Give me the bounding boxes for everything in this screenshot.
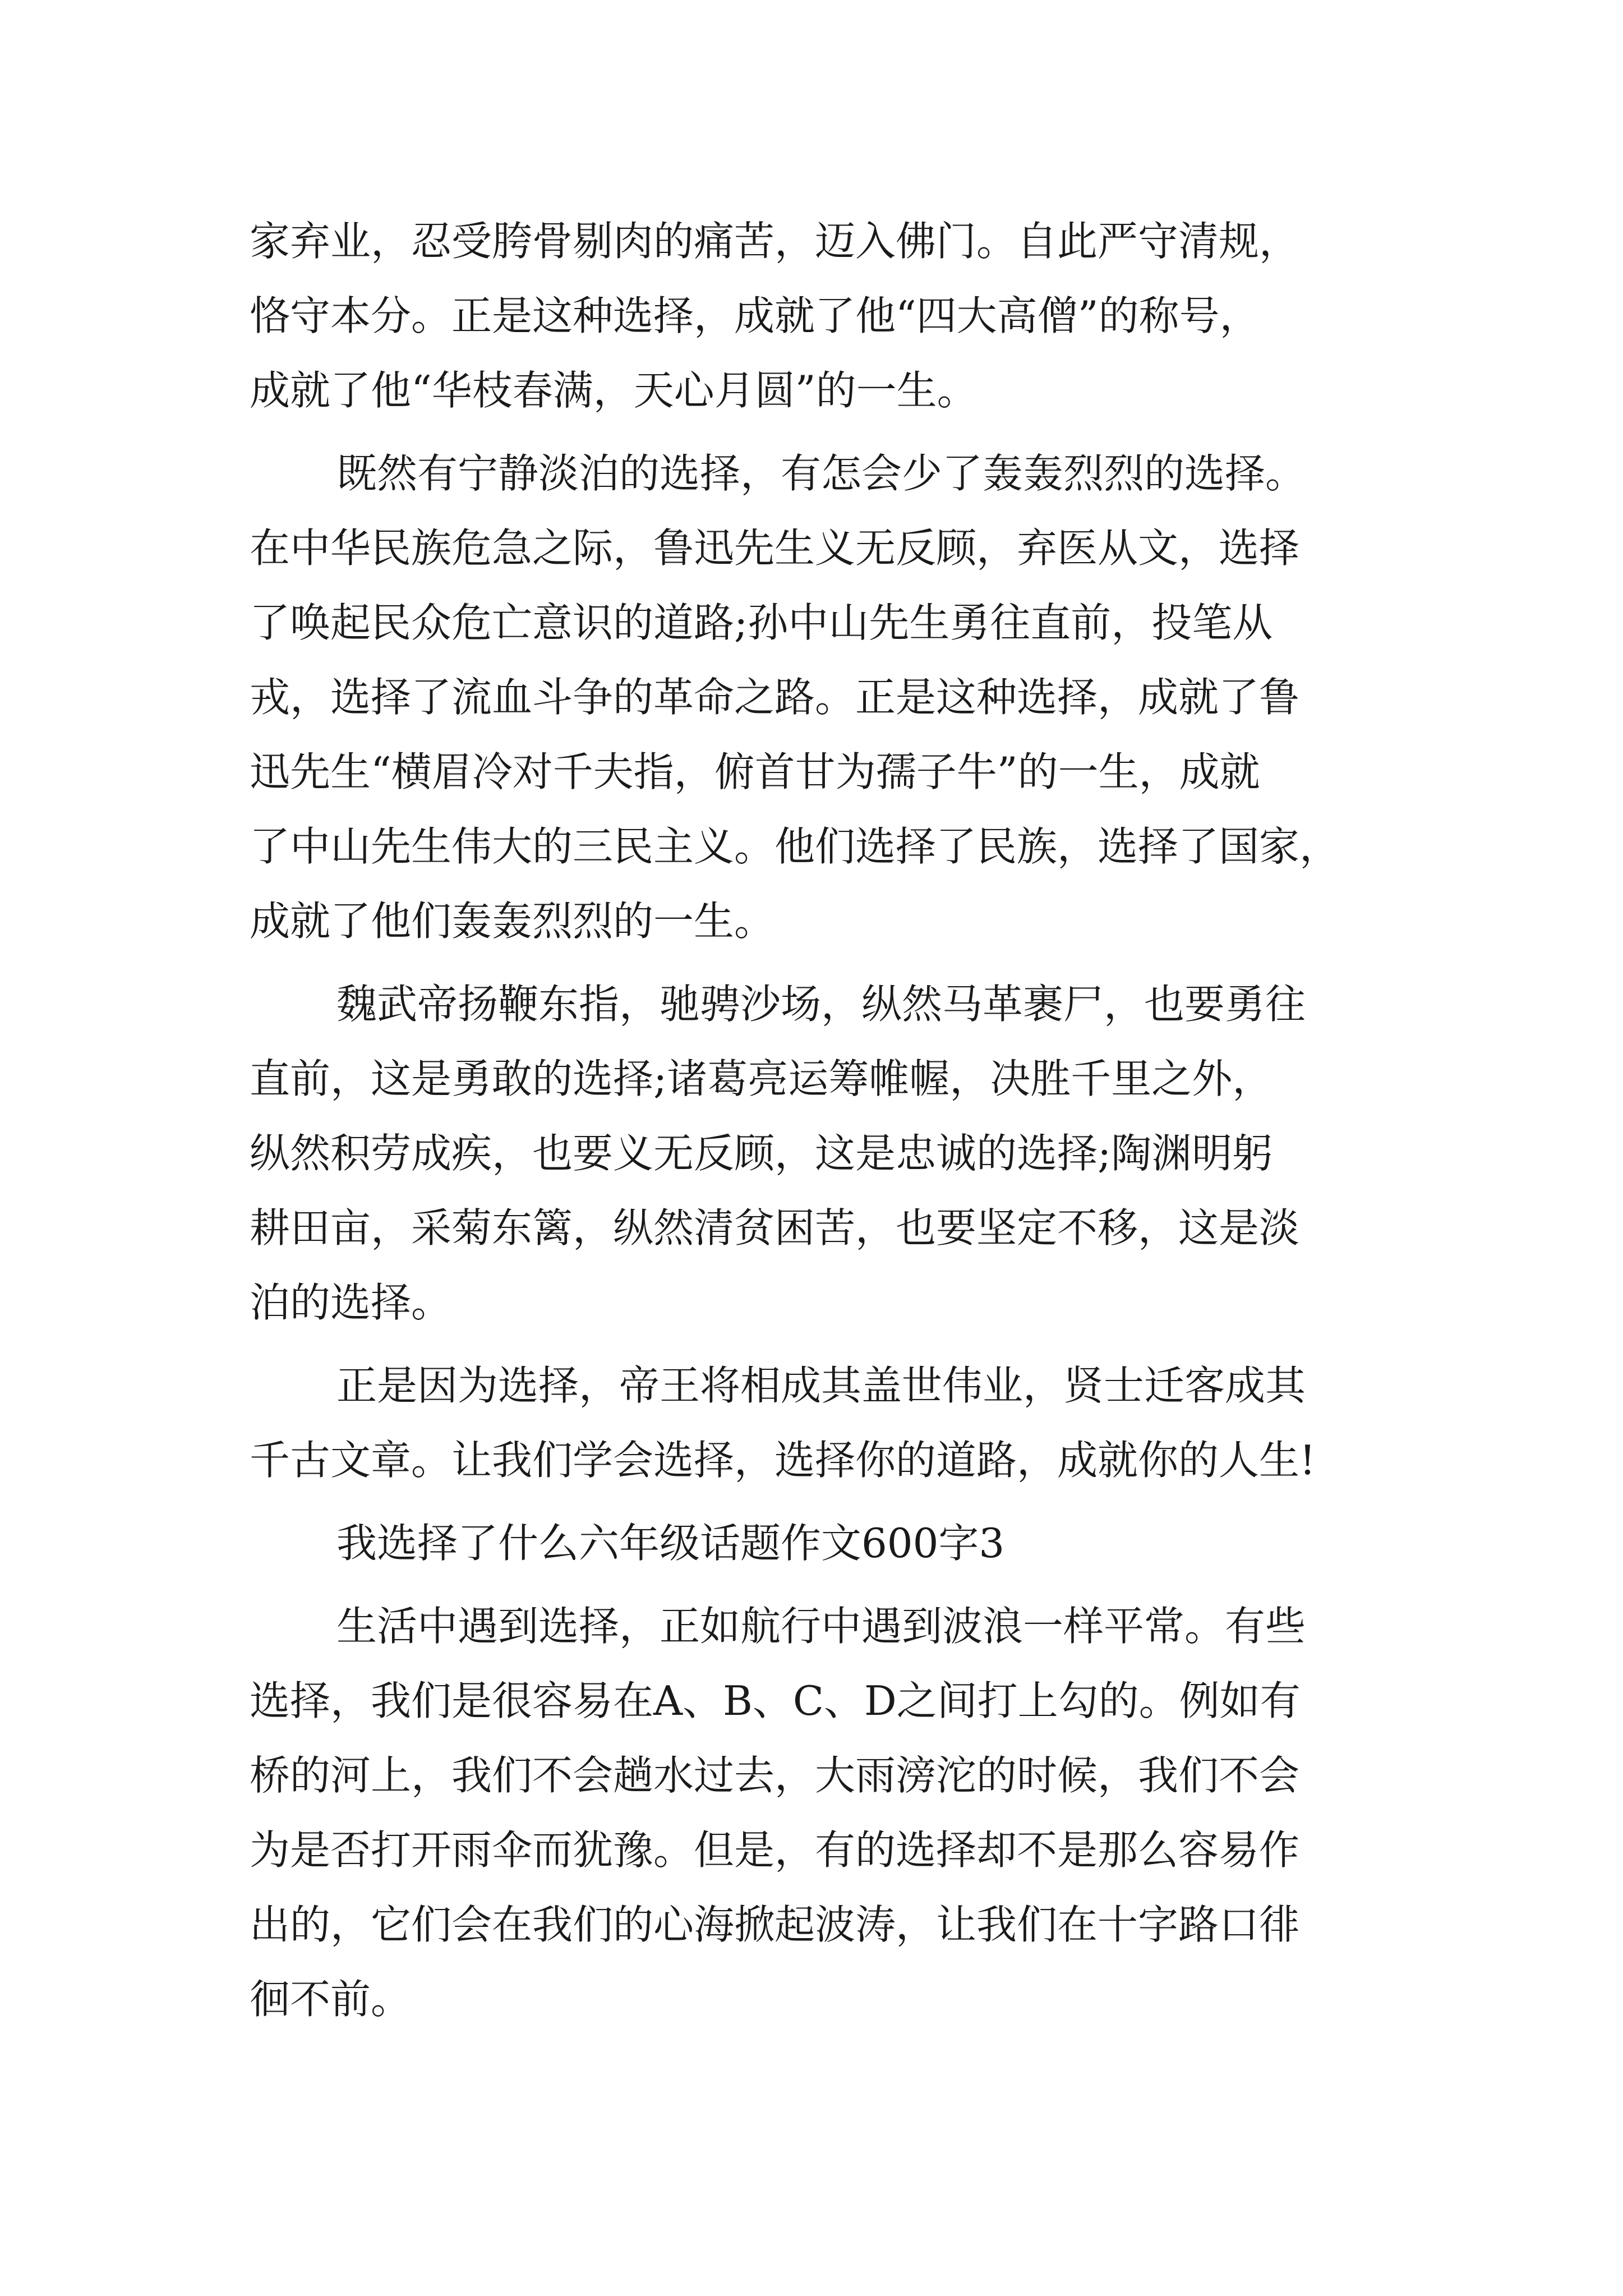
text-line: 纵然积劳成疾，也要义无反顾，这是忠诚的选择;陶渊明躬	[250, 1130, 1273, 1177]
paragraph-start-line: 生活中遇到选择，正如航行中遇到波浪一样平常。有些	[336, 1603, 1306, 1650]
text-line: 迅先生“横眉冷对千夫指，俯首甘为孺子牛”的一生，成就	[250, 748, 1260, 795]
text-line: 桥的河上，我们不会趟水过去，大雨滂沱的时候，我们不会	[250, 1752, 1300, 1799]
text-line: 了中山先生伟大的三民主义。他们选择了民族，选择了国家，	[250, 823, 1340, 870]
text-line: 出的，它们会在我们的心海掀起波涛，让我们在十字路口徘	[250, 1901, 1300, 1948]
text-line: 戎，选择了流血斗争的革命之路。正是这种选择，成就了鲁	[250, 674, 1300, 721]
text-line: 家弃业，忍受胯骨剔肉的痛苦，迈入佛门。自此严守清规，	[250, 218, 1300, 265]
text-line: 为是否打开雨伞而犹豫。但是，有的选择却不是那么容易作	[250, 1826, 1300, 1874]
paragraph-start-line: 魏武帝扬鞭东指，驰骋沙场，纵然马革裹尸，也要勇往	[336, 981, 1306, 1028]
paragraph-start-line: 正是因为选择，帝王将相成其盖世伟业，贤士迁客成其	[336, 1362, 1306, 1409]
paragraph-start-line: 既然有宁静淡泊的选择，有怎会少了轰轰烈烈的选择。	[336, 450, 1306, 497]
text-line: 成就了他“华枝春满，天心月圆”的一生。	[250, 367, 978, 414]
text-line: 选择，我们是很容易在A、B、C、D之间打上勾的。例如有	[250, 1677, 1301, 1724]
text-line: 了唤起民众危亡意识的道路;孙中山先生勇往直前，投笔从	[250, 599, 1273, 646]
text-line: 徊不前。	[250, 1976, 412, 2023]
text-line: 恪守本分。正是这种选择，成就了他“四大高僧”的称号，	[250, 292, 1260, 339]
text-line: 成就了他们轰轰烈烈的一生。	[250, 898, 775, 945]
text-line: 泊的选择。	[250, 1279, 452, 1326]
text-line: 千古文章。让我们学会选择，选择你的道路，成就你的人生!	[250, 1437, 1316, 1484]
text-line: 耕田亩，采菊东篱，纵然清贫困苦，也要坚定不移，这是淡	[250, 1204, 1300, 1251]
text-line: 直前，这是勇敢的选择;诸葛亮运筹帷幄，决胜千里之外，	[250, 1055, 1273, 1102]
section-heading: 我选择了什么六年级话题作文600字3	[336, 1520, 1005, 1567]
text-line: 在中华民族危急之际，鲁迅先生义无反顾，弃医从文，选择	[250, 524, 1300, 572]
